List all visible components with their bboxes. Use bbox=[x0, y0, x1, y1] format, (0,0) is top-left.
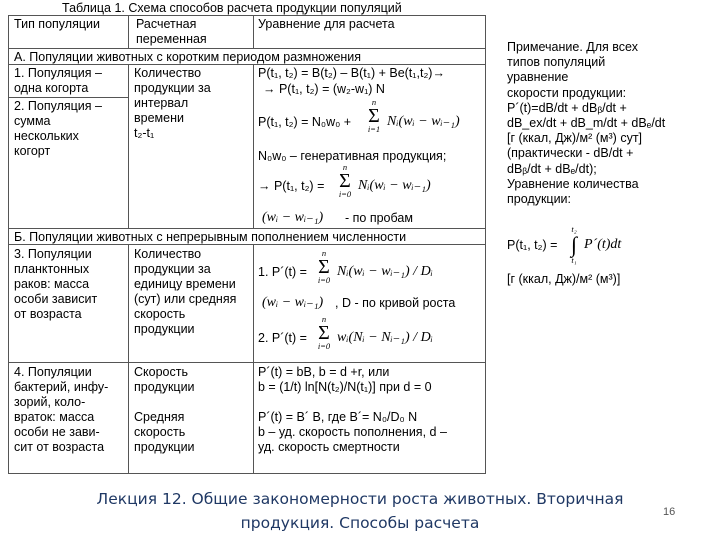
row4-equations: P´(t) = bB, b = d +r, или b = (1/t) ln[N(t₂)/N(t₁)] при d = 0 P´(t) = B´ B, где B´= N₀/D₀ N b – уд. скорость пополнения, d – уд. скорость смертности bbox=[258, 365, 447, 454]
sum-lower: i=0 bbox=[317, 341, 331, 351]
row1-variable: Количество продукции за интервал времени t₂-t₁ bbox=[134, 66, 211, 140]
sum-upper: n bbox=[321, 248, 327, 258]
integral-symbol bbox=[566, 225, 582, 265]
sum-symbol bbox=[313, 315, 335, 351]
row1-eq-b-difference: P(t₁, t₂) = B(t₂) – B(t₁) + Be(t₁,t₂)→ bbox=[258, 66, 445, 80]
row1-eq-growth: → P(t₁, t₂) = (w₂-w₁) N bbox=[263, 82, 385, 96]
row3-eq2-note: , D - по кривой роста bbox=[335, 296, 456, 310]
sigma-icon: Σ bbox=[318, 256, 330, 278]
note-text: Примечание. Для всех типов популяций уравнение скорости продукции: P´(t)=dB/dt + dBᵦ/dt + dB_ex/dt + dB_m/dt + dBₑ/dt [г (ккал, Дж)/м² (м³) сут] (практически - dB/dt + dBᵦ/dt + dBₑ/dt); Уравнение количества продукции: bbox=[507, 40, 666, 207]
row1-type: 1. Популяция – одна когорта bbox=[14, 66, 102, 95]
integral-lower: t₁ bbox=[571, 255, 577, 265]
sigma-icon: Σ bbox=[368, 105, 380, 127]
header-variable: Расчетная переменная bbox=[136, 17, 207, 46]
sum-upper: n bbox=[321, 314, 327, 324]
row3-eq3-term: wᵢ(Nᵢ − Nᵢ₋₁) / Dᵢ bbox=[337, 330, 433, 345]
row1-generative-note: N₀w₀ – генеративная продукция; bbox=[258, 149, 447, 163]
row1-sum-term: Nᵢ(wᵢ − wᵢ₋₁) bbox=[387, 114, 460, 129]
col-divider-1-header bbox=[128, 15, 129, 49]
row3-variable: Количество продукции за единицу времени (сут) или средняя скорость продукции bbox=[134, 247, 237, 336]
row3-divider bbox=[8, 362, 486, 363]
sum-lower: i=0 bbox=[338, 189, 352, 199]
sigma-icon: Σ bbox=[339, 170, 351, 192]
row3-eq1-lhs: 1. P´(t) = bbox=[258, 265, 307, 279]
section-b-divider bbox=[8, 244, 486, 245]
lecture-footer: Лекция 12. Общие закономерности роста животных. Вторичная продукция. Способы расчета bbox=[96, 490, 624, 532]
note-unit: [г (ккал, Дж)/м² (м³)] bbox=[507, 272, 621, 286]
row1-eq-sum2-lhs: → P(t₁, t₂) = bbox=[258, 179, 325, 193]
table-title: Таблица 1. Схема способов расчета продукции популяций bbox=[62, 1, 402, 15]
row3-eq2-term: (wᵢ − wᵢ₋₁) bbox=[262, 295, 324, 310]
row1-eq-sum-lhs: P(t₁, t₂) = N₀w₀ + bbox=[258, 115, 352, 129]
col-divider-1-a bbox=[128, 64, 129, 229]
row1-sample-term: (wᵢ − wᵢ₋₁) bbox=[262, 210, 324, 225]
row2-divider bbox=[8, 228, 486, 229]
sum-lower: i=0 bbox=[317, 275, 331, 285]
integral-upper: t₂ bbox=[571, 224, 577, 234]
note-integral-term: P´(t)dt bbox=[584, 237, 622, 252]
section-a-title: А. Популяции животных с коротким периодом размножения bbox=[14, 50, 362, 64]
integral-icon: ∫ bbox=[570, 232, 578, 257]
row4-variable: Скорость продукции Средняя скорость продукции bbox=[134, 365, 195, 454]
sum-upper: n bbox=[342, 162, 348, 172]
col-divider-1-b bbox=[128, 244, 129, 474]
row4-type: 4. Популяции бактерий, инфу- зорий, коло- враток: масса особи не зави- сит от возраста bbox=[14, 365, 109, 454]
sum-symbol bbox=[363, 98, 385, 134]
row1-sample-note: - по пробам bbox=[345, 211, 413, 225]
header-divider bbox=[8, 48, 486, 49]
page-number: 16 bbox=[663, 506, 676, 518]
sum-symbol bbox=[334, 163, 356, 199]
sum-symbol bbox=[313, 249, 335, 285]
header-equation: Уравнение для расчета bbox=[258, 17, 395, 31]
header-type: Тип популяции bbox=[14, 17, 100, 31]
row3-type: 3. Популяции планктонных раков: масса особи зависит от возраста bbox=[14, 247, 98, 321]
section-b-title: Б. Популяции животных с непрерывным пополнением численности bbox=[14, 230, 407, 244]
row3-eq1-term: Nᵢ(wᵢ − wᵢ₋₁) / Dᵢ bbox=[337, 264, 433, 279]
row3-eq3-lhs: 2. P´(t) = bbox=[258, 331, 307, 345]
col-divider-2-a bbox=[253, 64, 254, 229]
row1-type-divider bbox=[8, 97, 128, 98]
sigma-icon: Σ bbox=[318, 322, 330, 344]
col-divider-2-b bbox=[253, 244, 254, 474]
col-divider-2-header bbox=[253, 15, 254, 49]
section-a-divider bbox=[8, 64, 486, 65]
note-integral-lhs: P(t₁, t₂) = bbox=[507, 238, 558, 252]
row2-type: 2. Популяция – сумма нескольких когорт bbox=[14, 99, 102, 158]
sum-lower: i=1 bbox=[367, 124, 381, 134]
row1-sum2-term: Nᵢ(wᵢ − wᵢ₋₁) bbox=[358, 178, 431, 193]
sum-upper: n bbox=[371, 97, 377, 107]
